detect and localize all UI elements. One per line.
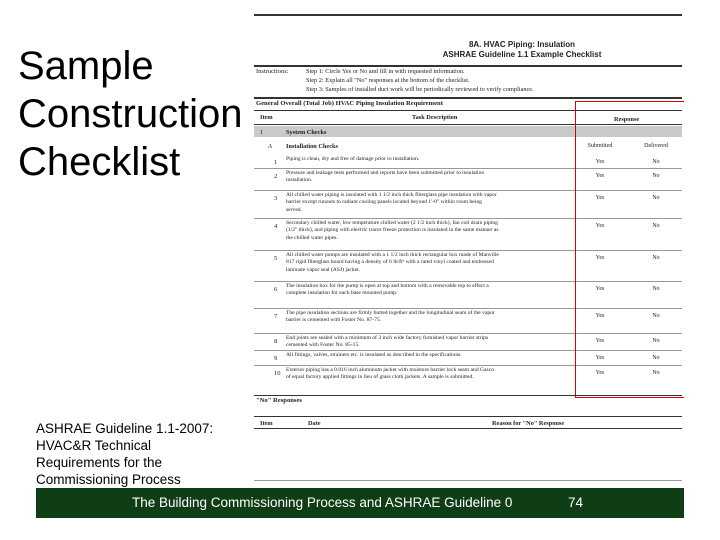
top-rule — [254, 14, 682, 16]
caption-line: Commissioning Process — [36, 472, 181, 487]
row-description-line: Piping is clean, dry and free of damage prior to installation. — [286, 156, 420, 162]
row-description-line: complete insulation for each base mounted pump. — [286, 290, 398, 297]
submitted-response[interactable]: Yes — [595, 159, 605, 165]
footer-text: The Building Commissioning Process and ASHRAE Guideline 0 — [132, 495, 513, 510]
no-column-reason: Reason for "No" Response — [492, 420, 565, 427]
submitted-response[interactable]: Yes — [595, 255, 605, 261]
row-description — [286, 352, 578, 359]
row-description-line: served. — [286, 206, 302, 213]
source-caption — [36, 420, 246, 488]
delivered-response[interactable]: No — [652, 338, 660, 344]
submitted-response[interactable]: Yes — [595, 338, 605, 344]
column-delivered: Delivered — [644, 143, 668, 149]
rule — [254, 480, 682, 481]
column-response: Response — [614, 116, 640, 123]
rule — [254, 97, 682, 99]
row-description — [286, 335, 578, 350]
column-task: Task Description — [412, 114, 458, 121]
document-heading: 8A. HVAC Piping: Insulation — [468, 40, 576, 49]
row-description-line: Pressure and leakage tests performed and reports have been submitted prior to insulation — [286, 170, 485, 176]
delivered-response[interactable]: No — [652, 286, 660, 292]
row-description — [286, 192, 578, 214]
row-description-line: barrier is cemented with Foster No. 87-75. — [286, 317, 382, 324]
no-responses-label: "No" Responses — [256, 397, 302, 404]
caption-line: ASHRAE Guideline 1.1-2007: — [36, 421, 214, 436]
rule — [254, 395, 682, 396]
rule — [254, 428, 682, 429]
row-description-line: laminate vapor seal (ASJ) jacket. — [286, 266, 361, 273]
row-description-line: All chilled water piping is insulated with 1 1/2 inch thick fiberglass pipe insulation with vapor — [286, 192, 497, 198]
row-description-line: 817 rigid fiberglass board having a density of 6 lb/ft³ with a rated vinyl coated and embossed — [286, 259, 494, 266]
no-column-date: Date — [308, 420, 321, 427]
row-description-line: All fittings, valves, strainers etc. is insulated as described in the specifications. — [286, 352, 462, 358]
page-number: 74 — [568, 495, 584, 510]
instruction-step: Step 2: Explain all "No" responses at the bottom of the checklist. — [306, 77, 470, 84]
section-number: 1 — [260, 129, 264, 136]
row-description-line: Secondary chilled water, low temperature chilled water (2 1/2 inch thick), fan coil drain piping — [286, 220, 498, 226]
row-number: 1 — [274, 159, 278, 166]
delivered-response[interactable]: No — [652, 355, 660, 361]
row-description-line: installation. — [286, 177, 313, 184]
row-description-line: All chilled water pumps are insulated with a 1 1/2 inch thick rectangular box made of Manville — [286, 252, 499, 258]
document-subheading: ASHRAE Guideline 1.1 Example Checklist — [442, 50, 602, 59]
row-description-line: Exterior piping has a 0.016 inch aluminum jacket with moisture barrier lock seam and Gasco — [286, 367, 494, 373]
submitted-response[interactable]: Yes — [595, 313, 605, 319]
submitted-response[interactable]: Yes — [595, 370, 605, 376]
footer-bar — [36, 488, 684, 518]
column-item: Item — [260, 114, 273, 121]
row-description — [286, 252, 578, 274]
submitted-response[interactable]: Yes — [595, 223, 605, 229]
row-number: 3 — [274, 195, 278, 202]
rule — [254, 65, 682, 67]
row-description — [286, 367, 578, 382]
submitted-response[interactable]: Yes — [595, 286, 605, 292]
column-submitted: Submitted — [587, 143, 613, 149]
row-number: 8 — [274, 338, 278, 345]
row-number: 10 — [274, 370, 281, 377]
row-description — [286, 310, 578, 325]
no-column-item: Item — [260, 420, 273, 427]
row-number: 7 — [274, 313, 278, 320]
delivered-response[interactable]: No — [652, 173, 660, 179]
row-number: 4 — [274, 223, 278, 230]
submitted-response[interactable]: Yes — [595, 355, 605, 361]
slide-title-line: Checklist — [18, 140, 181, 184]
delivered-response[interactable]: No — [652, 313, 660, 319]
row-description-line: The pipe insulation sections are firmly butted together and the longitudinal seam of the vapor — [286, 310, 495, 316]
row-number: 5 — [274, 255, 278, 262]
row-number: 9 — [274, 355, 278, 362]
row-description — [286, 170, 578, 185]
row-description — [286, 283, 578, 298]
subsection-label: Installation Checks — [286, 143, 338, 150]
checklist-document — [252, 12, 684, 482]
delivered-response[interactable]: No — [652, 195, 660, 201]
slide-title-line: Sample — [18, 44, 154, 88]
row-description-line: the chilled water pipes. — [286, 234, 338, 241]
slide-title-line: Construction — [18, 92, 243, 136]
instruction-step: Step 3: Samples of installed duct work will be periodically reviewed to verify compliance. — [306, 86, 534, 93]
caption-line: HVAC&R Technical — [36, 438, 152, 453]
row-description-line: barrier except runouts to radiant cooling panels located beyond 1'-0" within room being — [286, 199, 482, 206]
submitted-response[interactable]: Yes — [595, 173, 605, 179]
caption-line: Requirements for the — [36, 455, 163, 470]
delivered-response[interactable]: No — [652, 370, 660, 376]
submitted-response[interactable]: Yes — [595, 195, 605, 201]
response-highlight-box — [575, 101, 684, 398]
instruction-step: Step 1: Circle Yes or No and fill in with requested information. — [306, 68, 465, 75]
row-description-line: (1/2" thick), and piping with electric tracer freeze protection is insulated in the same manner as — [286, 227, 499, 234]
delivered-response[interactable]: No — [652, 159, 660, 165]
rule — [254, 416, 682, 417]
row-number: 2 — [274, 173, 278, 180]
row-description-line: End joints are sealed with a minimum of 3 inch wide factory furnished vapor barrier strips — [286, 335, 489, 341]
section-label: System Checks — [286, 129, 327, 136]
requirement-title: General Overall (Total Job) HVAC Piping Insulation Requirement — [256, 100, 443, 107]
delivered-response[interactable]: No — [652, 255, 660, 261]
row-description — [286, 156, 578, 163]
row-description-line: The insulation box for the pump is open at top and bottom with a removable top to effect a — [286, 283, 489, 289]
row-number: 6 — [274, 286, 278, 293]
slide-title — [18, 42, 243, 186]
row-description-line: cemented with Foster No. 85-15. — [286, 342, 360, 349]
subsection-letter: A — [268, 143, 272, 150]
instructions-label: Instructions: — [256, 68, 289, 75]
delivered-response[interactable]: No — [652, 223, 660, 229]
row-description — [286, 220, 578, 242]
row-description-line: of equal factory applied fittings in lieu of glass cloth jackets. A sample is submitted. — [286, 374, 474, 381]
